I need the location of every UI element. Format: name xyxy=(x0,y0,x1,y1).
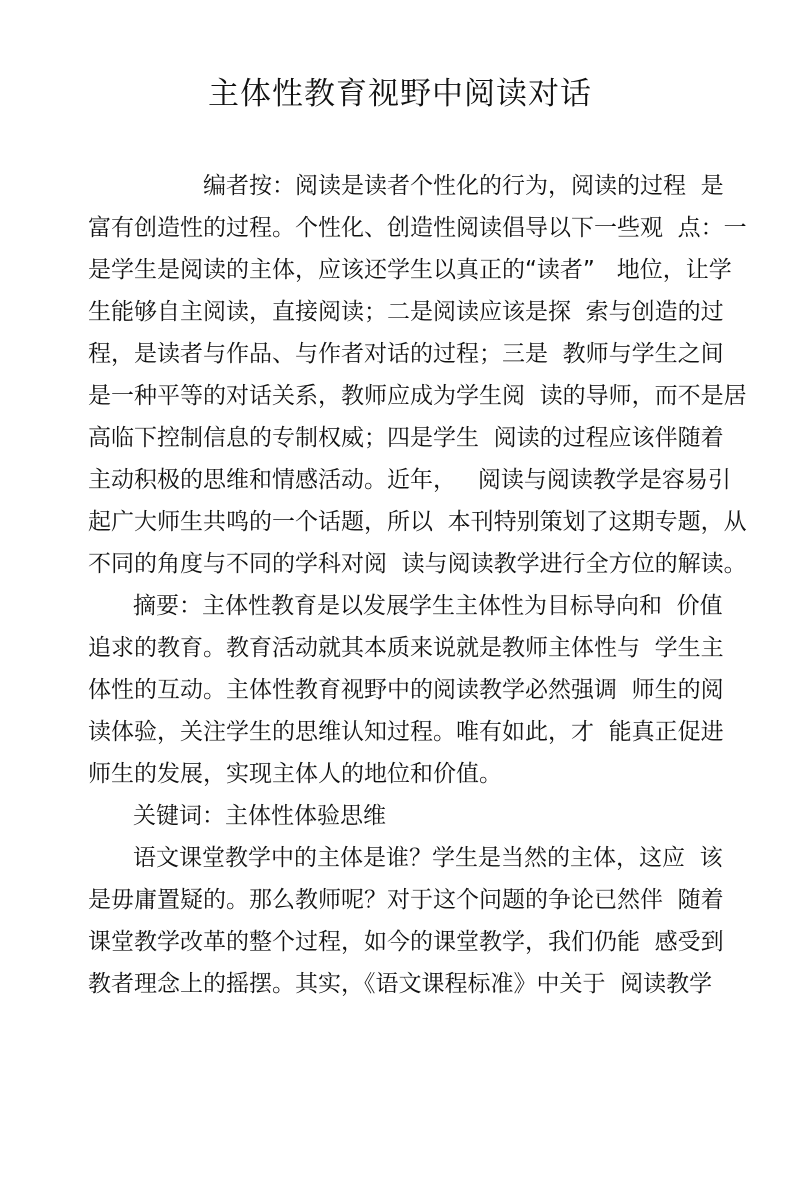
abstract-line: 师生的发展，实现主体人的地位和价值。 xyxy=(88,761,502,787)
abstract-line: 体性的互动。主体性教育视野中的阅读教学必然强调 师生的阅 xyxy=(88,677,724,703)
text-line: 富有创造性的过程。个性化、创造性阅读倡导以下一些观 点：一 xyxy=(88,215,747,241)
text-line: 程，是读者与作品、与作者对话的过程；三是 教师与学生之间 xyxy=(88,341,724,367)
text-line: 高临下控制信息的专制权威；四是学生 阅读的过程应该伴随着 xyxy=(88,425,724,451)
abstract-line: 摘要：主体性教育是以发展学生主体性为目标导向和 价值 xyxy=(133,593,723,619)
text-line: 生能够自主阅读，直接阅读；二是阅读应该是探 索与创造的过 xyxy=(88,299,724,325)
document-title: 主体性教育视野中阅读对话 xyxy=(208,76,592,112)
text-line: 不同的角度与不同的学科对阅 读与阅读教学进行全方位的解读。 xyxy=(88,551,747,577)
text-line: 编者按：阅读是读者个性化的行为，阅读的过程 是 xyxy=(203,173,724,199)
abstract-line: 读体验，关注学生的思维认知过程。唯有如此，才 能真正促进 xyxy=(88,719,724,745)
keywords-line: 关键词：主体性体验思维 xyxy=(133,803,386,829)
body-line: 语文课堂教学中的主体是谁？学生是当然的主体，这应 该 xyxy=(133,845,723,871)
text-line: 是学生是阅读的主体，应该还学生以真正的“读者” 地位，让学 xyxy=(88,257,732,283)
body-line: 课堂教学改革的整个过程，如今的课堂教学，我们仍能 感受到 xyxy=(88,929,724,955)
body-line: 是毋庸置疑的。那么教师呢？对于这个问题的争论已然伴 随着 xyxy=(88,887,724,913)
text-line: 是一种平等的对话关系，教师应成为学生阅 读的导师，而不是居 xyxy=(88,383,747,409)
text-line: 起广大师生共鸣的一个话题，所以 本刊特别策划了这期专题，从 xyxy=(88,509,747,535)
abstract-line: 追求的教育。教育活动就其本质来说就是教师主体性与 学生主 xyxy=(88,635,724,661)
body-line: 教者理念上的摇摆。其实，《语文课程标准》中关于 阅读教学 xyxy=(88,971,713,997)
text-line: 主动积极的思维和情感活动。近年， 阅读与阅读教学是容易引 xyxy=(88,467,731,493)
